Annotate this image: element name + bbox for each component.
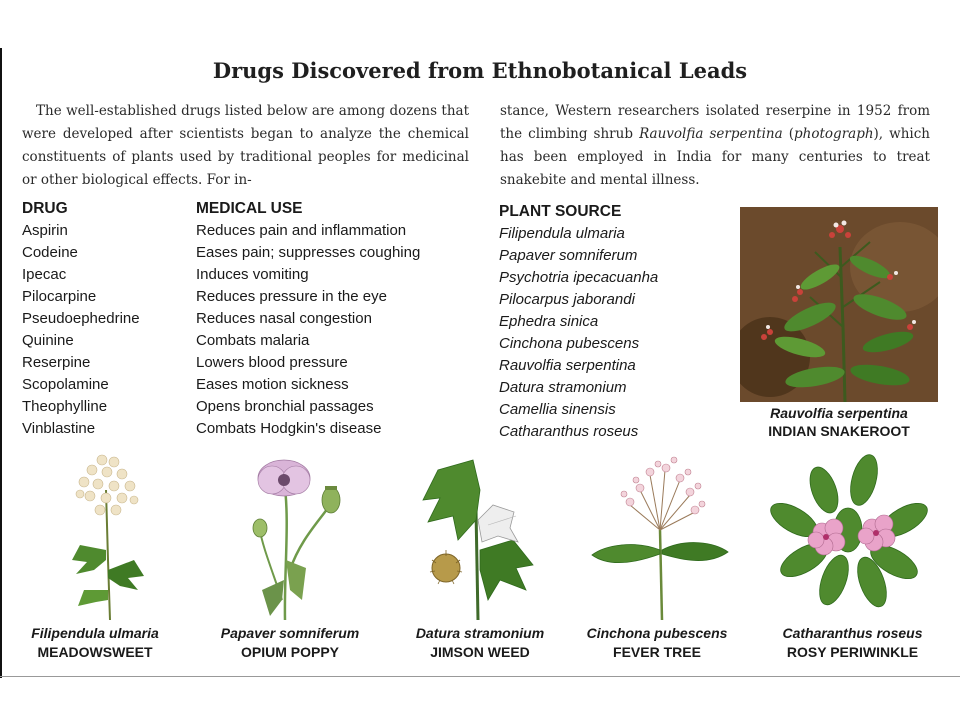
medical-use-column [196, 198, 420, 440]
drug-cell: Reserpine [22, 354, 91, 371]
plant-source-column-header: PLANT SOURCE [499, 203, 622, 220]
plant-caption-scientific: Catharanthus roseus [782, 625, 923, 641]
drug-cell: Ipecac [22, 266, 67, 283]
photo-caption-scientific: Rauvolfia serpentina [770, 405, 908, 421]
medical-use-column-header: MEDICAL USE [196, 200, 303, 217]
plant-caption-scientific: Cinchona pubescens [586, 625, 728, 641]
fever-tree-illustration [590, 450, 730, 620]
rauvolfia-photo-image [740, 207, 938, 402]
plant-source-cell: Filipendula ulmaria [499, 225, 625, 242]
plant-caption-scientific: Filipendula ulmaria [31, 625, 159, 641]
plant-caption-common: JIMSON WEED [430, 644, 530, 660]
drug-cell: Scopolamine [22, 376, 109, 393]
photo-caption-common: INDIAN SNAKEROOT [768, 423, 910, 439]
intro-right-text-end: ), which has been employed in India for many centuries to treat snakebite and mental illness. [500, 126, 930, 188]
plant-caption-common: OPIUM POPPY [240, 644, 340, 660]
drug-cell: Pseudoephedrine [22, 310, 140, 327]
plant-caption [215, 624, 365, 662]
photo-caption [740, 404, 938, 440]
intro-right-species: Rauvolfia serpentina [639, 126, 783, 142]
medical-use-cell: Reduces nasal congestion [196, 310, 372, 327]
drug-column-header: DRUG [22, 200, 68, 217]
page-left-border [0, 48, 2, 678]
plant-source-cell: Cinchona pubescens [499, 335, 640, 352]
plant-source-cell: Catharanthus roseus [499, 423, 639, 440]
rosy-periwinkle-illustration [764, 450, 936, 620]
plant-caption [405, 624, 555, 662]
plant-caption-common: FEVER TREE [613, 644, 701, 660]
plant-source-cell: Rauvolfia serpentina [499, 357, 636, 374]
intro-right-photo-ref: photograph [794, 126, 874, 142]
plant-caption [30, 624, 160, 662]
plant-caption-common: ROSY PERIWINKLE [786, 644, 919, 660]
medical-use-cell: Reduces pressure in the eye [196, 288, 387, 305]
drug-column [22, 198, 140, 440]
plant-source-column [499, 201, 658, 443]
medical-use-cell: Eases pain; suppresses coughing [196, 244, 421, 261]
plant-caption [582, 624, 732, 662]
medical-use-cell: Combats malaria [196, 332, 310, 349]
drug-cell: Codeine [22, 244, 78, 261]
plant-caption-common: MEADOWSWEET [37, 644, 153, 660]
drug-cell: Theophylline [22, 398, 108, 415]
page-bottom-rule [0, 676, 960, 677]
meadowsweet-illustration [62, 450, 152, 620]
plant-caption-scientific: Papaver somniferum [220, 625, 360, 641]
drug-cell: Quinine [22, 332, 74, 349]
page-title: Drugs Discovered from Ethnobotanical Leads [212, 58, 748, 83]
plant-caption-scientific: Datura stramonium [415, 625, 545, 641]
rauvolfia-photo [740, 207, 938, 402]
opium-poppy-illustration [240, 450, 350, 620]
plant-source-cell: Datura stramonium [499, 379, 627, 396]
drug-cell: Aspirin [22, 222, 68, 239]
plant-source-cell: Psychotria ipecacuanha [499, 269, 659, 286]
intro-right-paren: ( [782, 126, 795, 142]
plant-source-cell: Camellia sinensis [499, 401, 616, 418]
plant-source-cell: Papaver somniferum [499, 247, 638, 264]
plant-caption [770, 624, 935, 662]
intro-paragraph-left: The well-established drugs listed below are among dozens that were developed after scientists began to analyze the chemical constituents of plants used by traditional peoples for medicinal or other biological effects. For in- [22, 103, 469, 188]
plant-source-cell: Pilocarpus jaborandi [499, 291, 635, 308]
medical-use-cell: Combats Hodgkin's disease [196, 420, 382, 437]
medical-use-cell: Induces vomiting [196, 266, 309, 283]
medical-use-cell: Eases motion sickness [196, 376, 349, 393]
medical-use-cell: Opens bronchial passages [196, 398, 374, 415]
intro-right-text: stance, Western researchers isolated reserpine in 1952 from the climbing shrub [500, 103, 930, 142]
plant-source-cell: Ephedra sinica [499, 313, 599, 330]
intro-paragraph-right [500, 100, 930, 192]
drug-cell: Pilocarpine [22, 288, 97, 305]
medical-use-cell: Reduces pain and inflammation [196, 222, 407, 239]
drug-cell: Vinblastine [22, 420, 96, 437]
jimson-weed-illustration [418, 450, 538, 620]
medical-use-cell: Lowers blood pressure [196, 354, 348, 371]
